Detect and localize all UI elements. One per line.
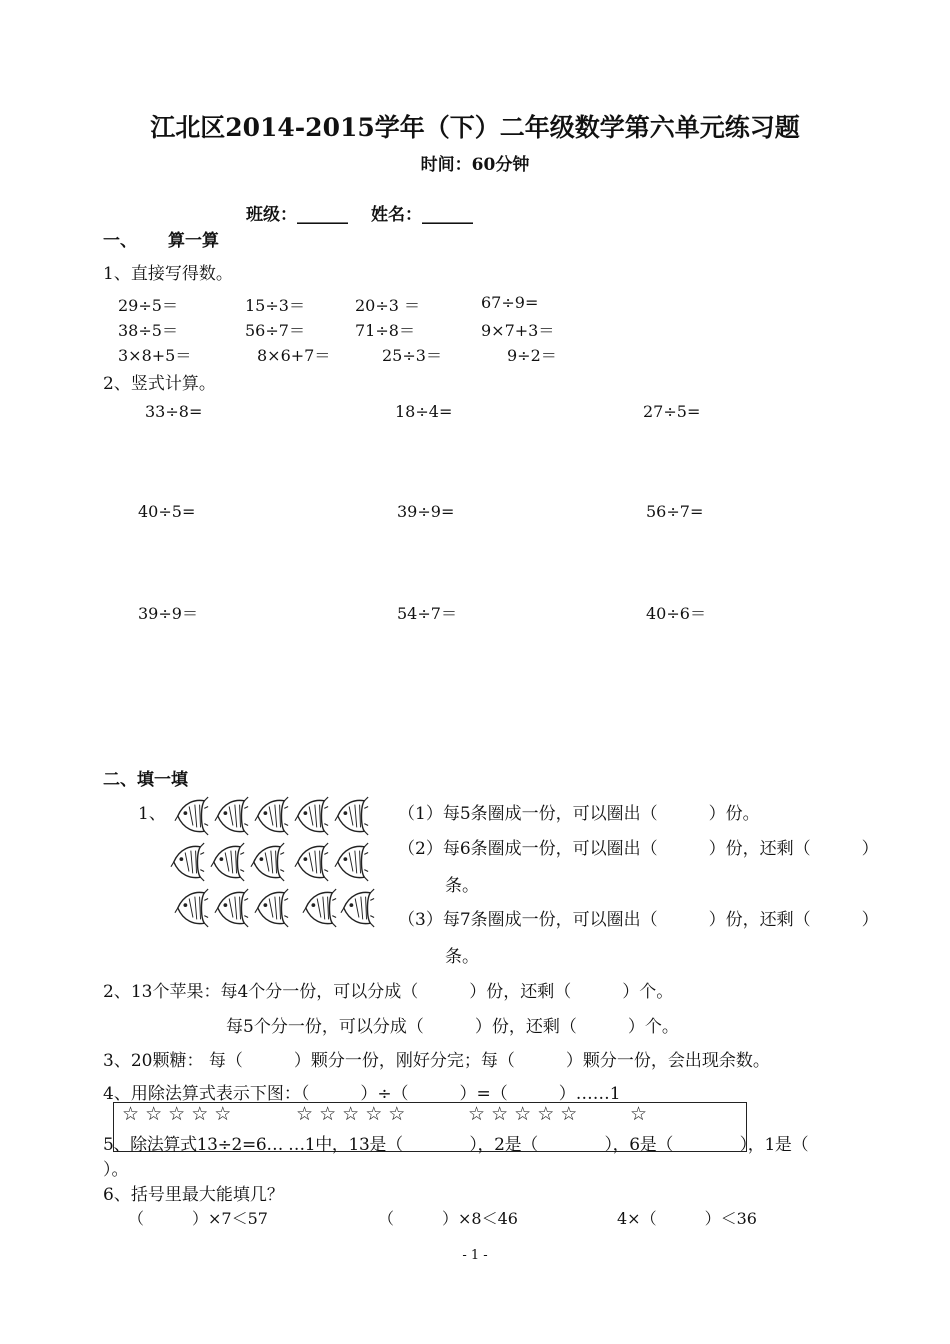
exam-time: 时间：60分钟 <box>420 155 530 175</box>
fish-icon <box>294 842 330 882</box>
fill-q1-number: 1、 <box>138 804 166 824</box>
oral-calc-item: 20÷3 ＝ <box>355 296 421 315</box>
fish-icon <box>214 888 250 928</box>
star-group: ☆ <box>630 1103 648 1125</box>
oral-calc-item: 25÷3＝ <box>382 346 442 365</box>
fill-q1-line2: （2）每6条圈成一份，可以圈出（ ）份，还剩（ ） <box>398 839 879 859</box>
oral-calc-item: 3×8+5＝ <box>118 346 192 365</box>
oral-calc-item: 29÷5＝ <box>118 296 178 315</box>
page-title: 江北区2014-2015学年（下）二年级数学第六单元练习题 <box>150 113 800 142</box>
section1-number: 一、 <box>103 231 137 251</box>
star-group: ☆ ☆ ☆ ☆ ☆ <box>468 1103 578 1125</box>
fish-icon <box>254 796 290 836</box>
vertical-calc-item: 33÷8= <box>145 402 203 421</box>
fill-q6-label: 6、括号里最大能填几？ <box>103 1185 284 1205</box>
q1-label: 1、直接写得数。 <box>103 264 233 284</box>
fill-q1-line3-cont: 条。 <box>445 947 479 967</box>
vertical-calc-item: 27÷5= <box>643 402 701 421</box>
oral-calc-item: 56÷7＝ <box>245 321 305 340</box>
name-field: 姓名：______ <box>371 205 473 225</box>
fill-q5-line2: ）。 <box>103 1160 129 1180</box>
fill-q3: 3、20颗糖： 每（ ）颗分一份，刚好分完；每（ ）颗分一份，会出现余数。 <box>103 1051 770 1071</box>
fish-icon <box>334 796 370 836</box>
vertical-calc-item: 18÷4= <box>395 402 453 421</box>
vertical-calc-item: 40÷5= <box>138 502 196 521</box>
section2-heading: 二、填一填 <box>103 770 188 790</box>
fish-icon <box>174 796 210 836</box>
vertical-calc-item: 40÷6＝ <box>646 604 706 623</box>
q2-label: 2、竖式计算。 <box>103 374 216 394</box>
vertical-calc-item: 39÷9= <box>397 502 455 521</box>
fish-icon <box>170 842 206 882</box>
fish-icon <box>210 842 246 882</box>
fill-q2-line1: 2、13个苹果：每4个分一份，可以分成（ ）份，还剩（ ）个。 <box>103 982 674 1002</box>
fish-icon <box>174 888 210 928</box>
vertical-calc-item: 56÷7= <box>646 502 704 521</box>
oral-calc-item: 9×7+3＝ <box>481 321 555 340</box>
vertical-calc-item: 54÷7＝ <box>397 604 457 623</box>
star-group: ☆ ☆ ☆ ☆ ☆ <box>296 1103 406 1125</box>
oral-calc-item: 15÷3＝ <box>245 296 305 315</box>
fish-icon <box>334 842 370 882</box>
page-number: - 1 - <box>462 1248 488 1263</box>
oral-calc-item: 67÷9= <box>481 293 539 312</box>
oral-calc-item: 71÷8＝ <box>355 321 415 340</box>
fish-icon <box>302 888 338 928</box>
fill-q1-line3: （3）每7条圈成一份，可以圈出（ ）份，还剩（ ） <box>398 910 879 930</box>
fill-q2-line2: 每5个分一份，可以分成（ ）份，还剩（ ）个。 <box>226 1017 679 1037</box>
fill-q4-label: 4、用除法算式表示下图：（ ）÷（ ）=（ ）……1 <box>103 1084 621 1104</box>
fill-q6-item: （ ）×8＜46 <box>378 1209 518 1228</box>
fill-q6-item: 4×（ ）＜36 <box>617 1209 757 1228</box>
fish-icon <box>294 796 330 836</box>
oral-calc-item: 38÷5＝ <box>118 321 178 340</box>
oral-calc-item: 9÷2＝ <box>507 346 557 365</box>
oral-calc-item: 8×6+7＝ <box>257 346 331 365</box>
fill-q5-line1: 5、除法算式13÷2=6… …1中，13是（ ），2是（ ），6是（ ），1是（ <box>103 1135 809 1155</box>
fill-q1-line2-cont: 条。 <box>445 876 479 896</box>
section1-heading: 算一算 <box>168 231 219 251</box>
fish-icon <box>250 842 286 882</box>
class-field: 班级：______ <box>246 205 348 225</box>
fill-q6-item: （ ）×7＜57 <box>128 1209 268 1228</box>
fish-icon <box>214 796 250 836</box>
fish-icon <box>254 888 290 928</box>
fish-icon <box>340 888 376 928</box>
fill-q1-line1: （1）每5条圈成一份，可以圈出（ ）份。 <box>398 804 760 824</box>
vertical-calc-item: 39÷9＝ <box>138 604 198 623</box>
star-group: ☆ ☆ ☆ ☆ ☆ <box>122 1103 232 1125</box>
